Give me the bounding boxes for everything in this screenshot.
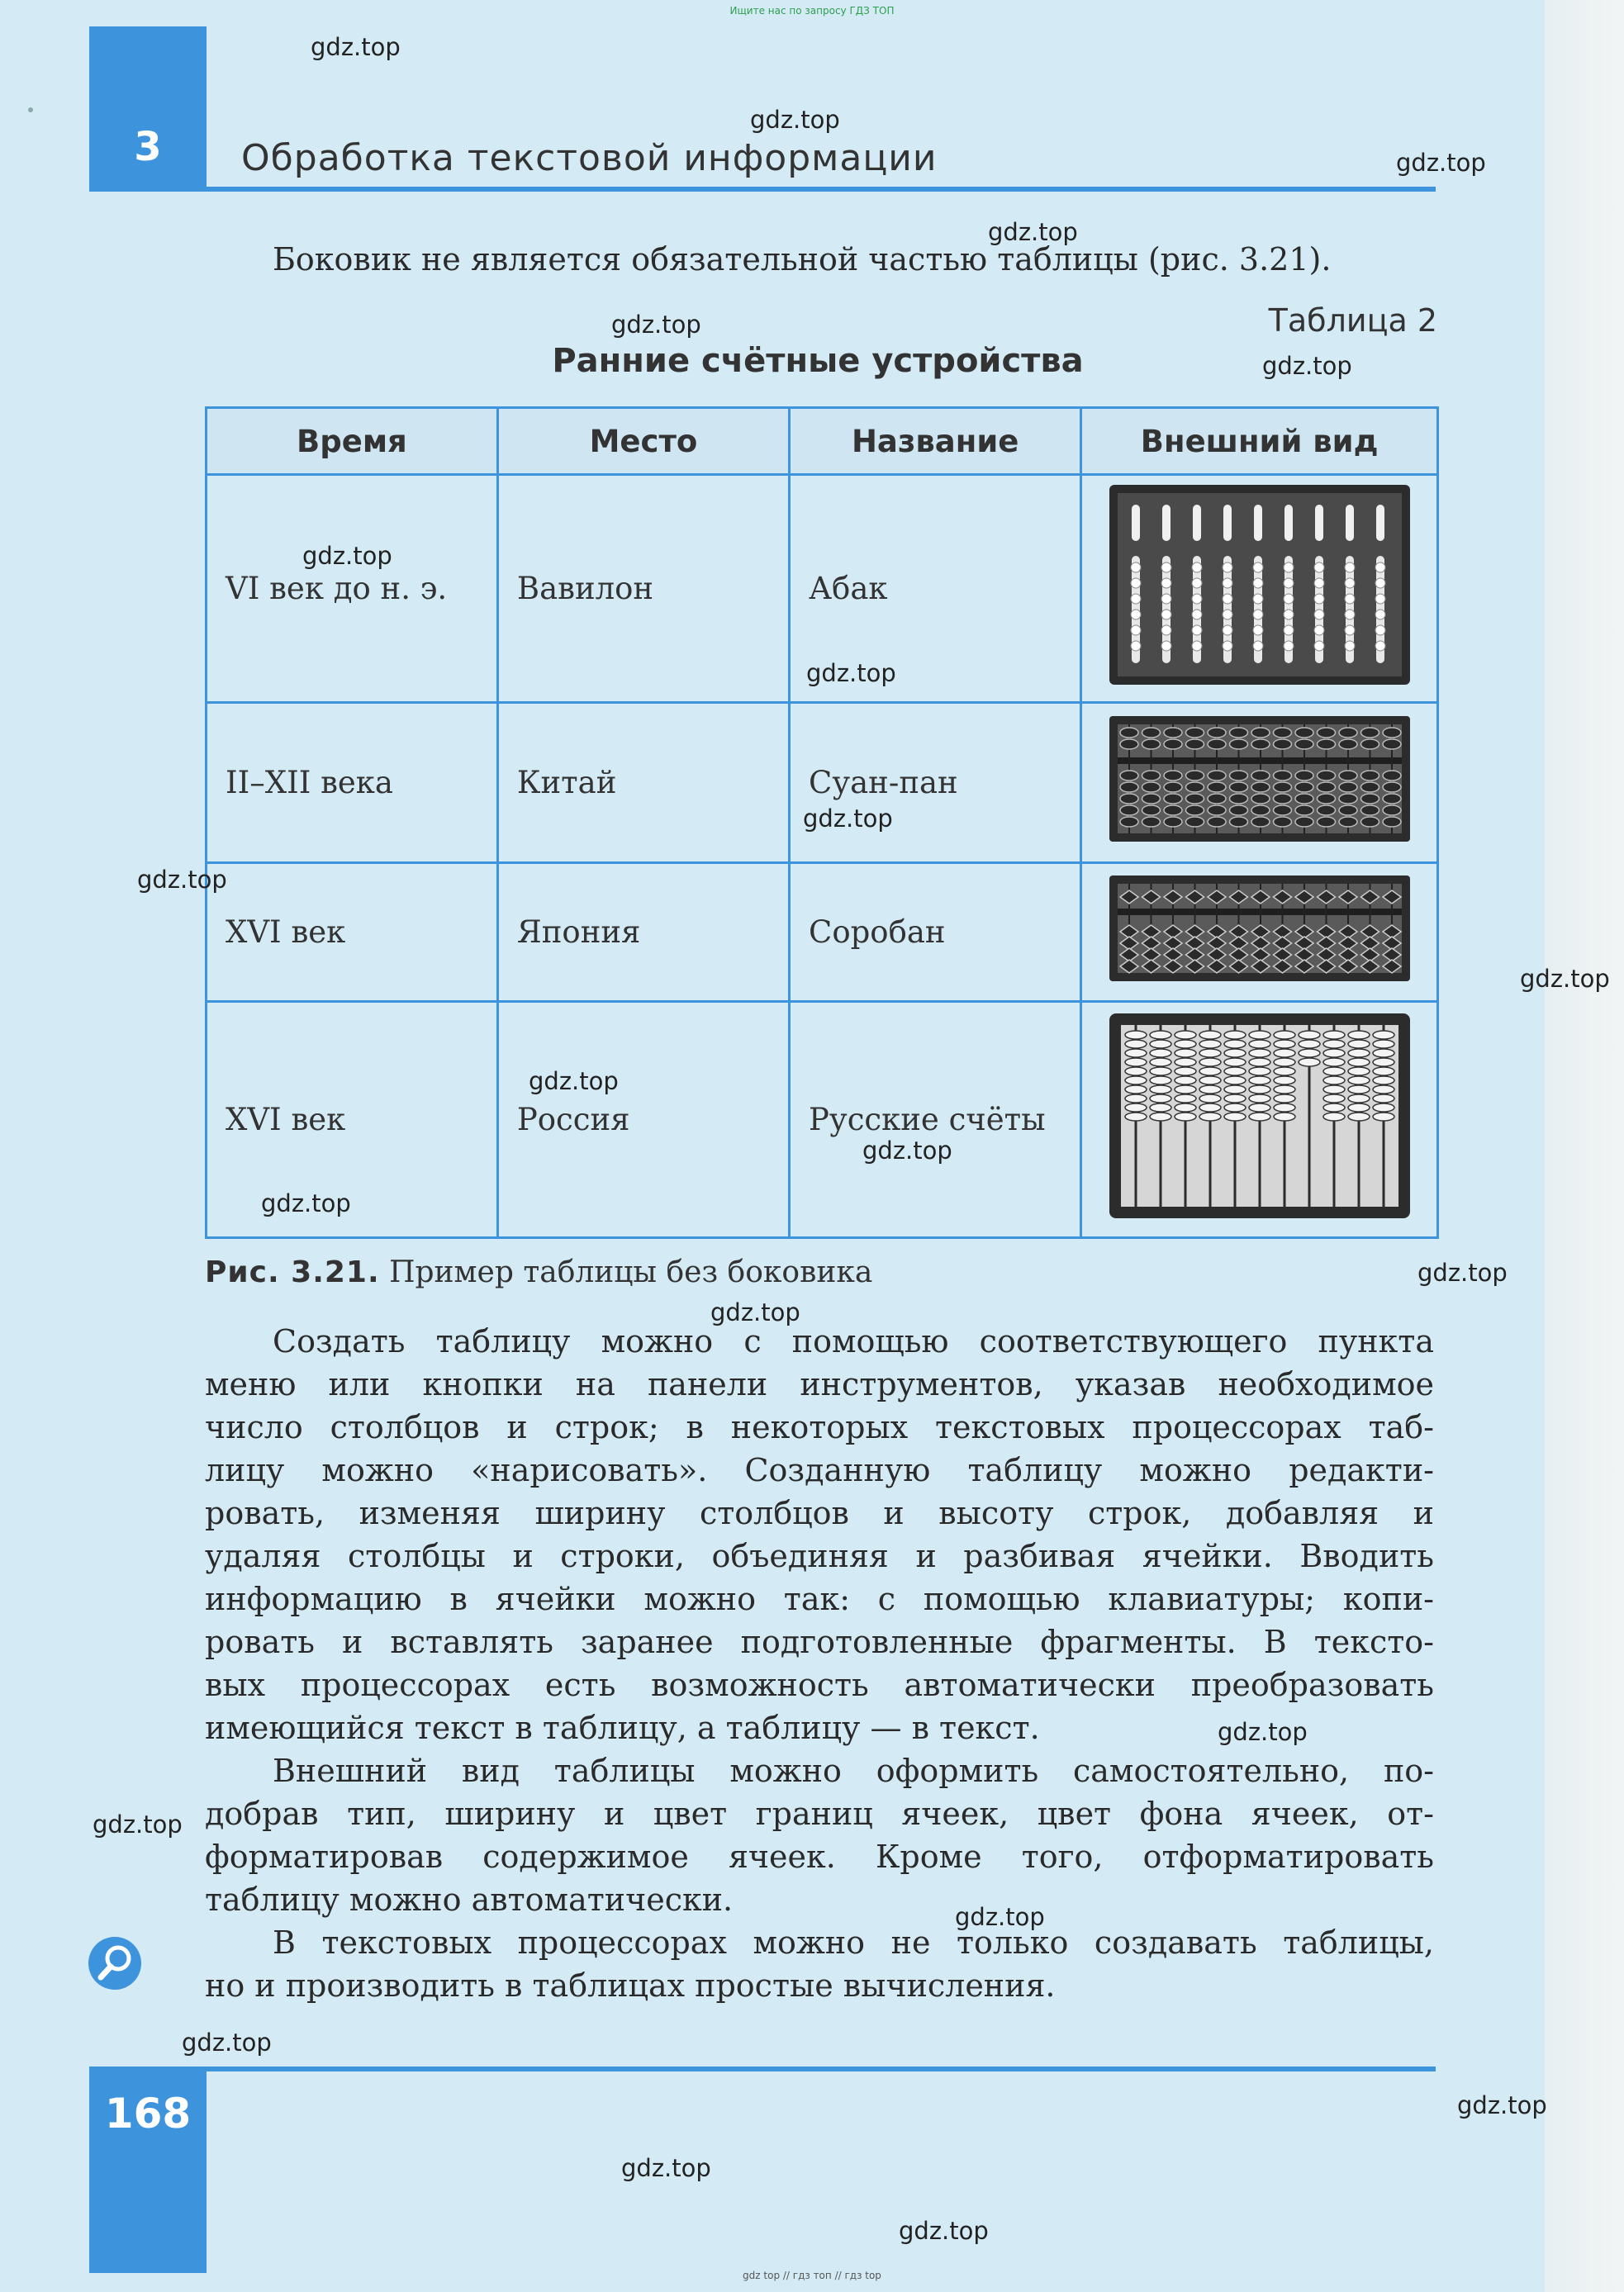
table-title: Ранние счётные устройства — [552, 342, 1084, 380]
watermark: gdz.top — [93, 1810, 183, 1839]
watermark: gdz.top — [862, 1137, 952, 1165]
cell-time: II–XII века — [207, 703, 498, 863]
suanpan-image — [1106, 713, 1413, 845]
table-label: Таблица 2 — [1268, 302, 1437, 339]
header-appearance: Внешний вид — [1081, 408, 1438, 475]
cell-name: Русские счёты — [790, 1002, 1081, 1238]
footer-rule — [89, 2067, 1436, 2071]
chapter-number: 3 — [134, 124, 162, 170]
cell-name: Абак — [790, 475, 1081, 703]
text-line: информацию в ячейки можно так: с помощью клавиатуры; копи- — [205, 1581, 1434, 1617]
watermark: gdz.top — [955, 1903, 1045, 1931]
text-line: число столбцов и строк; в некоторых текстовых процессорах таб- — [205, 1409, 1434, 1445]
cell-appearance — [1081, 1002, 1438, 1238]
header-name: Название — [790, 408, 1081, 475]
chapter-title: Обработка текстовой информации — [241, 137, 938, 179]
speck — [28, 107, 33, 112]
cell-place: Япония — [497, 863, 789, 1002]
cell-appearance — [1081, 703, 1438, 863]
text-line: форматировав содержимое ячеек. Кроме того, отформатировать — [205, 1839, 1434, 1875]
text-line: добрав тип, ширину и цвет границ ячеек, цвет фона ячеек, от- — [205, 1796, 1434, 1832]
bottom-note[interactable]: gdz top // гдз топ // гдз top — [743, 2270, 881, 2281]
top-note[interactable]: Ищите нас по запросу ГДЗ ТОП — [729, 5, 895, 17]
header-time: Время — [207, 408, 498, 475]
cell-time: VI век до н. э. — [207, 475, 498, 703]
table-row — [207, 1002, 1438, 1238]
watermark: gdz.top — [1520, 965, 1610, 993]
cell-place: Россия — [497, 1002, 789, 1238]
watermark: gdz.top — [611, 311, 701, 339]
text-line: таблицу можно автоматически. — [205, 1882, 734, 1918]
table-row — [207, 863, 1438, 1002]
watermark: gdz.top — [137, 866, 227, 894]
soroban-image — [1106, 872, 1413, 985]
watermark: gdz.top — [710, 1298, 800, 1326]
text-line: ровать, изменяя ширину столбцов и высоту строк, добавляя и — [205, 1495, 1434, 1531]
header-rule — [89, 187, 1436, 192]
header-place: Место — [497, 408, 789, 475]
abacus-image — [1106, 482, 1413, 688]
watermark: gdz.top — [182, 2029, 272, 2057]
cell-appearance — [1081, 475, 1438, 703]
cell-place: Вавилон — [497, 475, 789, 703]
text-line: В текстовых процессорах можно не только создавать таблицы, — [273, 1924, 1434, 1961]
text-line: вых процессорах есть возможность автоматически преобразовать — [205, 1667, 1434, 1703]
cell-place: Китай — [497, 703, 789, 863]
watermark: gdz.top — [750, 106, 840, 134]
text-line: меню или кнопки на панели инструментов, указав необходимое — [205, 1366, 1434, 1402]
watermark: gdz.top — [302, 542, 392, 570]
caption-text: Пример таблицы без боковика — [389, 1255, 873, 1289]
text-line: ровать и вставлять заранее подготовленные фрагменты. В тексто- — [205, 1624, 1434, 1660]
watermark: gdz.top — [261, 1189, 351, 1217]
table-row — [207, 703, 1438, 863]
cell-name: Соробан — [790, 863, 1081, 1002]
cell-appearance — [1081, 863, 1438, 1002]
watermark: gdz.top — [529, 1067, 619, 1095]
caption-label: Рис. 3.21. — [205, 1255, 380, 1289]
search-icon — [88, 1936, 142, 1991]
cell-time: XVI век — [207, 1002, 498, 1238]
text-line: удаляя столбцы и строки, объединяя и разбивая ячейки. Вводить — [205, 1538, 1434, 1574]
watermark: gdz.top — [1457, 2091, 1547, 2119]
intro-sentence: Боковик не является обязательной частью таблицы (рис. 3.21). — [273, 241, 1332, 278]
cell-name: Суан-пан — [790, 703, 1081, 863]
watermark: gdz.top — [806, 659, 896, 687]
text-line: Внешний вид таблицы можно оформить самостоятельно, по- — [273, 1753, 1434, 1789]
watermark: gdz.top — [1218, 1718, 1308, 1746]
page-number: 168 — [104, 2090, 192, 2138]
watermark: gdz.top — [899, 2217, 989, 2245]
watermark: gdz.top — [1396, 149, 1486, 177]
text-line: лицу можно «нарисовать». Созданную таблицу можно редакти- — [205, 1452, 1434, 1488]
watermark: gdz.top — [988, 218, 1078, 246]
watermark: gdz.top — [311, 33, 401, 61]
russian-schoty-image — [1106, 1010, 1413, 1222]
watermark: gdz.top — [1417, 1259, 1508, 1287]
text-line: имеющийся текст в таблицу, а таблицу — в текст. — [205, 1710, 1040, 1746]
cell-time: XVI век — [207, 863, 498, 1002]
watermark: gdz.top — [1262, 352, 1352, 380]
text-line: но и производить в таблицах простые вычисления. — [205, 1967, 1056, 2004]
watermark: gdz.top — [803, 804, 893, 833]
figure-caption — [205, 1255, 872, 1289]
table-header-row — [207, 408, 1438, 475]
watermark: gdz.top — [621, 2154, 711, 2182]
text-line: Создать таблицу можно с помощью соответствующего пункта — [273, 1323, 1434, 1360]
page-edge — [1545, 0, 1624, 2292]
